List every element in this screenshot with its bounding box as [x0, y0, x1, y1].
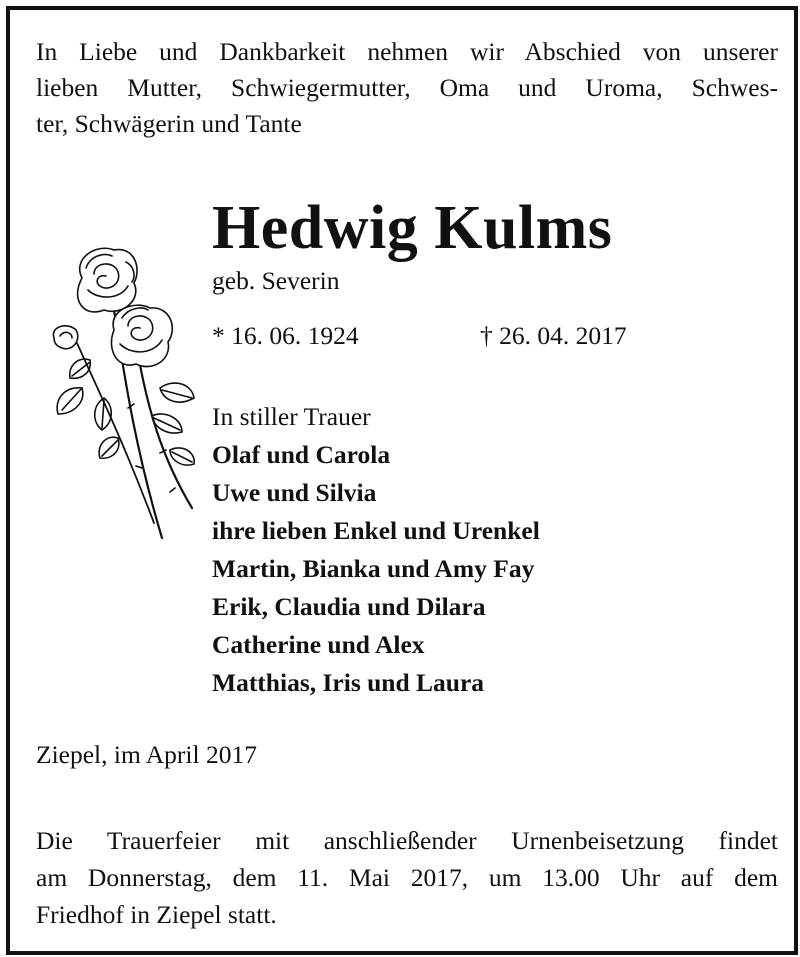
service-line-3: Friedhof in Ziepel statt. [36, 900, 277, 929]
death-date: † 26. 04. 2017 [480, 321, 627, 350]
mourner-name: ihre lieben Enkel und Urenkel [212, 516, 540, 545]
service-info [36, 822, 778, 933]
obituary-frame [6, 6, 798, 955]
mourner-name: Olaf und Carola [212, 440, 391, 469]
place-date: Ziepel, im April 2017 [36, 740, 257, 769]
maiden-name: geb. Severin [212, 266, 340, 295]
intro-line-2: lieben Mutter, Schwiegermutter, Oma und Uroma, Schwes- [36, 73, 778, 102]
service-line-1: Die Trauerfeier mit anschließender Urnenbeisetzung findet [36, 826, 778, 855]
mourners-intro: In stiller Trauer [212, 402, 371, 431]
deceased-name: Hedwig Kulms [212, 194, 613, 262]
mourner-name: Martin, Bianka und Amy Fay [212, 554, 535, 583]
intro-text [36, 34, 778, 142]
rose-illustration-icon [42, 238, 202, 548]
service-line-2: am Donnerstag, dem 11. Mai 2017, um 13.00 Uhr auf dem [36, 863, 778, 892]
mourner-name: Catherine und Alex [212, 630, 425, 659]
intro-line-1: In Liebe und Dankbarkeit nehmen wir Abschied von unserer [36, 37, 778, 66]
intro-line-3: ter, Schwägerin und Tante [36, 109, 302, 138]
birth-date: * 16. 06. 1924 [212, 321, 359, 350]
mourner-name: Matthias, Iris und Laura [212, 668, 485, 697]
mourners-list [212, 398, 540, 702]
mourner-name: Erik, Claudia und Dilara [212, 592, 486, 621]
mourner-name: Uwe und Silvia [212, 478, 377, 507]
